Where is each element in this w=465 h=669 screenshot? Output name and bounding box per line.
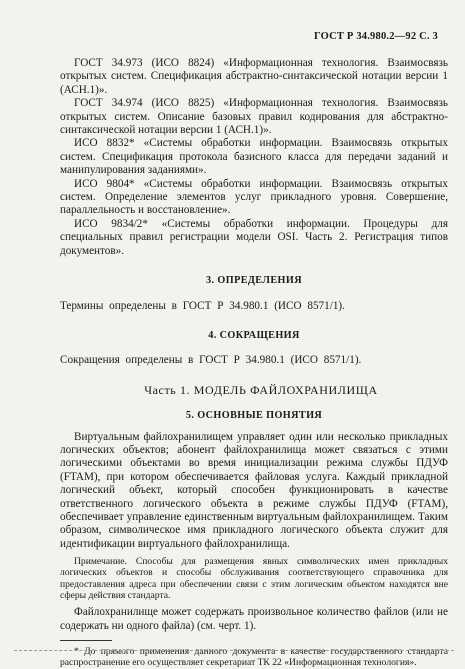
section-3-text: Термины определены в ГОСТ Р 34.980.1 (ИСО 8571/1).: [60, 299, 345, 312]
reference-iso-9804: ИСО 9804* «Системы обработки информации. Взаимосвязь открытых систем. Определение элементов услуг прикладного уровня. Совершение, параллельность и восстановление».: [60, 177, 448, 217]
section-4-title: 4. СОКРАЩЕНИЯ: [208, 329, 300, 341]
footnote-divider: [60, 640, 112, 641]
reference-gost-34974: ГОСТ 34.974 (ИСО 8825) «Информационная технология. Взаимосвязь открытых систем. Описание базовых правил кодирования для абстрактно-синтаксической нотации версии 1 (АСН.1)».: [60, 97, 448, 137]
section-5-title: 5. ОСНОВНЫЕ ПОНЯТИЯ: [185, 410, 323, 422]
part-1-title: Часть 1. МОДЕЛЬ ФАЙЛОХРАНИЛИЩА: [144, 382, 378, 397]
section-5-note: Примечание. Способы для размещения явных символических имен прикладных логических объектов и способы обслуживания соответствующего справочника для предоставления адреса при обеспечении связи с этим логическим объектом находятся вне сферы действия стандарта.: [60, 556, 448, 602]
page-edge-mark: [14, 650, 454, 653]
section-5-paragraph-2: Файлохранилище может содержать произвольное количество файлов (или не содержать ни одного файла) (см. черт. 1).: [60, 606, 448, 632]
page-header: ГОСТ Р 34.980.2—92 С. 3: [313, 31, 438, 42]
section-3-title: 3. ОПРЕДЕЛЕНИЯ: [206, 275, 302, 287]
reference-iso-9834-2: ИСО 9834/2* «Системы обработки информации. Процедуры для специальных правил регистрации модели OSI. Часть 2. Регистрация типов документов».: [60, 217, 448, 257]
reference-iso-8832: ИСО 8832* «Системы обработки информации. Взаимосвязь открытых систем. Спецификация протокола базисного класса для передачи заданий и манипулирования заданиями».: [60, 137, 448, 177]
document-body: [60, 57, 448, 669]
section-4-text: Сокращения определены в ГОСТ Р 34.980.1 (ИСО 8571/1).: [60, 354, 362, 367]
section-5-paragraph-1: Виртуальным файлохранилищем управляет один или несколько прикладных логических объектов; абонент файлохранилища может связаться с этими логическими объектами во время инициализации режима службы ПДУФ (FTAM), при котором обеспечивается файловая услуга. Каждый прикладной логический объект, который способен функционировать в качестве ответственного логического объекта в режиме службы ПДУФ (FTAM), обеспечивает управление единственным виртуальным файлохранилищем. Таким образом, символическое имя прикладного логического объекта служит для идентификации виртуального файлохранилища.: [60, 430, 448, 550]
footnote: * До прямого применения данного документа в качестве государственного стандарта распространение его осуществляет секретариат ТК 22 «Информационная технология».: [60, 646, 448, 669]
reference-gost-34973: ГОСТ 34.973 (ИСО 8824) «Информационная технология. Взаимосвязь открытых систем. Спецификация абстрактно-синтаксической нотации версии 1 (АСН.1)».: [60, 57, 448, 96]
